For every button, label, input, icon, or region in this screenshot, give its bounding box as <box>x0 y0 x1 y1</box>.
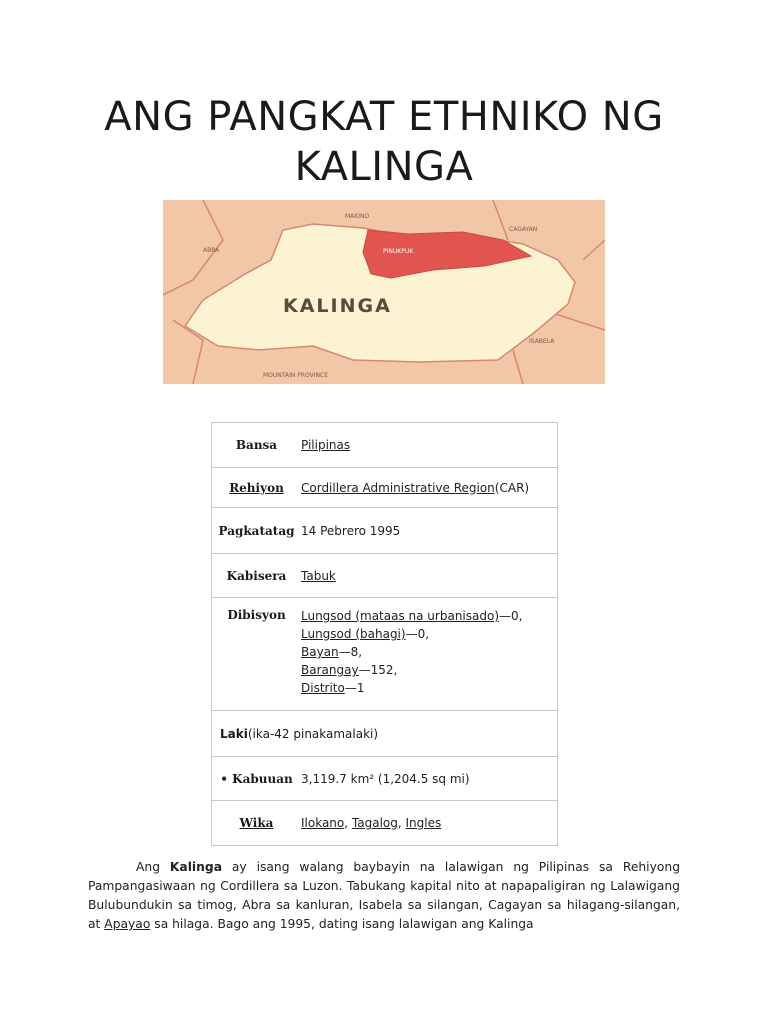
bansa-label: Bansa <box>212 423 302 468</box>
kabisera-label: Kabisera <box>212 554 302 598</box>
map-label-abra: ABRA <box>203 247 220 254</box>
infobox-row-laki <box>212 711 558 757</box>
dibisyon-link-lungsod-hu[interactable]: Lungsod (mataas na urbanisado) <box>301 609 499 623</box>
wika-link-ingles[interactable]: Ingles <box>405 816 442 830</box>
infobox-row-rehiyon <box>212 468 558 508</box>
dibisyon-link-barangay[interactable]: Barangay <box>301 663 359 677</box>
dibisyon-count: —152, <box>358 663 398 677</box>
dibisyon-count: —0, <box>405 627 430 641</box>
map-label-mountain-province: MOUNTAIN PROVINCE <box>263 372 328 379</box>
paragraph-text-2: sa hilaga. Bago ang 1995, dating isang lalawigan ang Kalinga <box>150 917 534 931</box>
map-label-isabela: ISABELA <box>529 338 555 345</box>
laki-label: Laki <box>220 726 248 741</box>
dibisyon-item <box>301 625 557 643</box>
pagkatatag-label: Pagkatatag <box>212 508 302 554</box>
wika-link-ilokano[interactable]: Ilokano <box>301 816 345 830</box>
bansa-link[interactable]: Pilipinas <box>301 438 351 452</box>
kabuuan-label: • Kabuuan <box>212 757 302 801</box>
kabisera-link[interactable]: Tabuk <box>301 568 336 583</box>
infobox-row-bansa <box>212 423 558 468</box>
kabuuan-value: 3,119.7 km² (1,204.5 sq mi) <box>301 757 558 801</box>
dibisyon-item <box>301 643 557 661</box>
dibisyon-item <box>301 679 557 697</box>
province-infobox <box>211 422 558 846</box>
dibisyon-count: —8, <box>338 645 363 659</box>
map-label-makino: MAKINO <box>345 213 370 220</box>
dibisyon-link-lungsod-bahagi[interactable]: Lungsod (bahagi) <box>301 627 406 641</box>
wika-label-link[interactable]: Wika <box>212 801 302 846</box>
rehiyon-suffix: (CAR) <box>494 480 530 495</box>
paragraph-text-1: ay isang walang baybayin na lalawigan ng Pilipinas sa Rehiyong Pampangasiwaan ng Cordillera sa Luzon. Tabukang kapital nito at napapaligiran ng Lalawigang Bulubundukin sa timog, Abra sa kanluran, Isabela sa silangan, Cagayan sa hilagang-silangan, at <box>88 860 680 931</box>
map-label-kalinga: KALINGA <box>283 295 392 317</box>
dibisyon-item <box>301 661 557 679</box>
paragraph-bold-kalinga: Kalinga <box>169 860 223 874</box>
wika-link-tagalog[interactable]: Tagalog <box>351 816 398 830</box>
dibisyon-count: —0, <box>499 609 523 623</box>
infobox-row-kabuuan <box>212 757 558 801</box>
wika-separator: , <box>344 816 352 830</box>
infobox-row-pagkatatag <box>212 508 558 554</box>
rehiyon-link[interactable]: Cordillera Administrative Region <box>301 480 495 495</box>
map-label-cagayan: CAGAYAN <box>509 226 538 233</box>
infobox-row-kabisera <box>212 554 558 598</box>
infobox-row-wika <box>212 801 558 846</box>
infobox-row-dibisyon <box>212 598 558 711</box>
rehiyon-label-link[interactable]: Rehiyon <box>212 468 302 508</box>
dibisyon-item <box>301 607 557 625</box>
dibisyon-label: Dibisyon <box>212 598 302 711</box>
page-title: ANG PANGKAT ETHNIKO NG KALINGA <box>104 94 664 190</box>
dibisyon-link-bayan[interactable]: Bayan <box>301 645 339 659</box>
paragraph-lead: Ang <box>136 860 170 874</box>
laki-note: (ika-42 pinakamalaki) <box>247 726 379 741</box>
dibisyon-count: —1 <box>344 681 365 695</box>
dibisyon-link-distrito[interactable]: Distrito <box>301 681 345 695</box>
intro-paragraph <box>88 858 680 934</box>
map-label-pinukpuk: PINUKPUK <box>383 248 414 255</box>
wika-separator: , <box>397 816 406 830</box>
kalinga-map-image <box>163 200 605 384</box>
apayao-link[interactable]: Apayao <box>104 917 151 931</box>
pagkatatag-value: 14 Pebrero 1995 <box>301 508 558 554</box>
